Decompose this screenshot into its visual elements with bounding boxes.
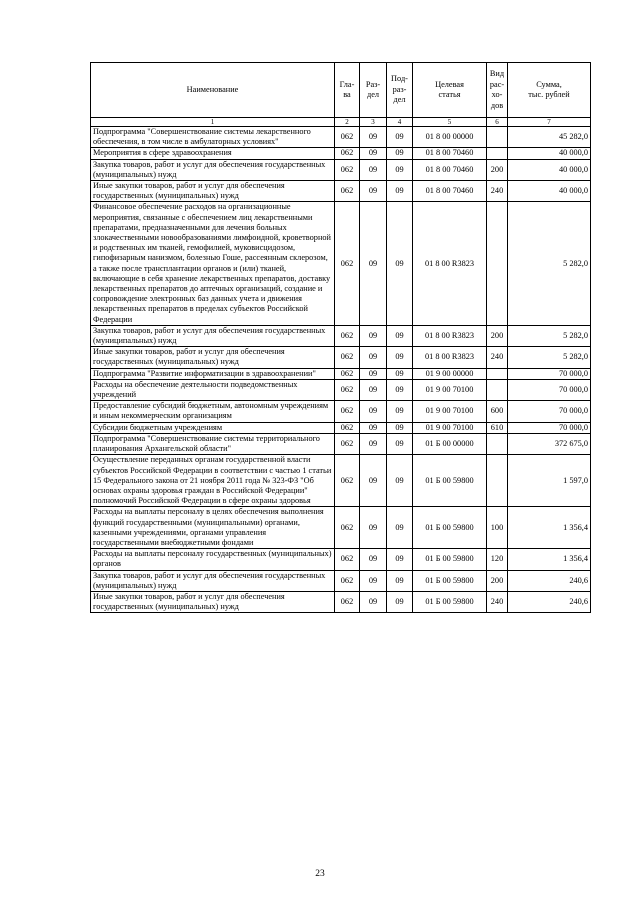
header-subsection: Под- раз- дел [387, 63, 413, 118]
row-amount-cell: 372 675,0 [508, 433, 591, 454]
row-subsection-cell: 09 [387, 347, 413, 368]
table-row [91, 455, 591, 507]
row-name-cell: Подпрограмма "Совершенствование системы лекарственного обеспечения, в том числе в амбулаторных условиях" [91, 127, 335, 148]
header-chapter: Гла- ва [335, 63, 360, 118]
column-number-row [91, 118, 591, 127]
row-target-cell: 01 Б 00 00000 [413, 433, 487, 454]
row-expense-type-cell: 600 [487, 401, 508, 422]
header-row [91, 63, 591, 118]
row-target-cell: 01 9 00 70100 [413, 379, 487, 400]
row-subsection-cell: 09 [387, 433, 413, 454]
row-target-cell: 01 Б 00 59800 [413, 570, 487, 591]
row-section-cell: 09 [360, 549, 387, 570]
row-amount-cell: 70 000,0 [508, 401, 591, 422]
row-amount-cell: 5 282,0 [508, 202, 591, 325]
row-target-cell: 01 Б 00 59800 [413, 549, 487, 570]
table-row [91, 148, 591, 159]
row-subsection-cell: 09 [387, 570, 413, 591]
row-target-cell: 01 Б 00 59800 [413, 455, 487, 507]
row-chapter-cell: 062 [335, 591, 360, 612]
row-section-cell: 09 [360, 202, 387, 325]
row-chapter-cell: 062 [335, 549, 360, 570]
row-target-cell: 01 8 00 70460 [413, 148, 487, 159]
page-number: 23 [315, 869, 325, 879]
row-amount-cell: 1 356,4 [508, 507, 591, 549]
row-chapter-cell: 062 [335, 455, 360, 507]
row-name-cell: Подпрограмма "Совершенствование системы территориального планирования Архангельской области" [91, 433, 335, 454]
row-chapter-cell: 062 [335, 570, 360, 591]
column-number: 1 [91, 118, 335, 127]
row-chapter-cell: 062 [335, 433, 360, 454]
row-section-cell: 09 [360, 455, 387, 507]
column-number: 5 [413, 118, 487, 127]
row-name-cell: Мероприятия в сфере здравоохранения [91, 148, 335, 159]
row-expense-type-cell: 610 [487, 422, 508, 433]
header-amount: Сумма, тыс. рублей [508, 63, 591, 118]
table-row [91, 570, 591, 591]
row-subsection-cell: 09 [387, 127, 413, 148]
row-target-cell: 01 Б 00 59800 [413, 507, 487, 549]
row-target-cell: 01 8 00 00000 [413, 127, 487, 148]
row-subsection-cell: 09 [387, 422, 413, 433]
row-amount-cell: 70 000,0 [508, 379, 591, 400]
header-name: Наименование [91, 63, 335, 118]
row-amount-cell: 40 000,0 [508, 148, 591, 159]
row-section-cell: 09 [360, 347, 387, 368]
row-section-cell: 09 [360, 325, 387, 346]
row-subsection-cell: 09 [387, 148, 413, 159]
row-target-cell: 01 8 00 70460 [413, 159, 487, 180]
row-name-cell: Закупка товаров, работ и услуг для обеспечения государственных (муниципальных) нужд [91, 325, 335, 346]
row-chapter-cell: 062 [335, 507, 360, 549]
row-section-cell: 09 [360, 368, 387, 379]
table-row [91, 127, 591, 148]
row-expense-type-cell: 200 [487, 159, 508, 180]
row-name-cell: Расходы на выплаты персоналу государственных (муниципальных) органов [91, 549, 335, 570]
column-number: 7 [508, 118, 591, 127]
table-row [91, 347, 591, 368]
row-target-cell: 01 9 00 00000 [413, 368, 487, 379]
row-target-cell: 01 9 00 70100 [413, 422, 487, 433]
budget-page [90, 62, 590, 613]
row-expense-type-cell: 120 [487, 549, 508, 570]
header-target: Целевая статья [413, 63, 487, 118]
row-chapter-cell: 062 [335, 181, 360, 202]
row-name-cell: Субсидии бюджетным учреждениям [91, 422, 335, 433]
row-expense-type-cell: 240 [487, 347, 508, 368]
row-subsection-cell: 09 [387, 181, 413, 202]
row-section-cell: 09 [360, 181, 387, 202]
table-row [91, 159, 591, 180]
column-number: 4 [387, 118, 413, 127]
row-subsection-cell: 09 [387, 549, 413, 570]
table-row [91, 368, 591, 379]
row-amount-cell: 1 356,4 [508, 549, 591, 570]
row-chapter-cell: 062 [335, 379, 360, 400]
row-amount-cell: 40 000,0 [508, 181, 591, 202]
row-expense-type-cell [487, 202, 508, 325]
row-section-cell: 09 [360, 570, 387, 591]
table-row [91, 325, 591, 346]
row-subsection-cell: 09 [387, 202, 413, 325]
row-target-cell: 01 8 00 R3823 [413, 347, 487, 368]
table-body [91, 127, 591, 613]
row-amount-cell: 240,6 [508, 570, 591, 591]
row-chapter-cell: 062 [335, 127, 360, 148]
row-chapter-cell: 062 [335, 347, 360, 368]
row-subsection-cell: 09 [387, 401, 413, 422]
row-subsection-cell: 09 [387, 379, 413, 400]
row-target-cell: 01 Б 00 59800 [413, 591, 487, 612]
row-subsection-cell: 09 [387, 455, 413, 507]
row-chapter-cell: 062 [335, 159, 360, 180]
row-target-cell: 01 8 00 70460 [413, 181, 487, 202]
row-section-cell: 09 [360, 507, 387, 549]
row-expense-type-cell [487, 379, 508, 400]
row-amount-cell: 70 000,0 [508, 422, 591, 433]
row-subsection-cell: 09 [387, 591, 413, 612]
row-name-cell: Закупка товаров, работ и услуг для обеспечения государственных (муниципальных) нужд [91, 159, 335, 180]
row-amount-cell: 70 000,0 [508, 368, 591, 379]
row-name-cell: Подпрограмма "Развитие информатизации в здравоохранении" [91, 368, 335, 379]
table-row [91, 591, 591, 612]
row-name-cell: Расходы на выплаты персоналу в целях обеспечения выполнения функций государственными (муниципальными) органами, казенными учреждениями, органами управления государственными внебюджетными фондами [91, 507, 335, 549]
column-number: 3 [360, 118, 387, 127]
table-row [91, 379, 591, 400]
row-section-cell: 09 [360, 422, 387, 433]
row-chapter-cell: 062 [335, 422, 360, 433]
row-chapter-cell: 062 [335, 202, 360, 325]
row-subsection-cell: 09 [387, 325, 413, 346]
row-target-cell: 01 8 00 R3823 [413, 325, 487, 346]
row-section-cell: 09 [360, 401, 387, 422]
row-section-cell: 09 [360, 433, 387, 454]
row-subsection-cell: 09 [387, 368, 413, 379]
row-expense-type-cell: 240 [487, 591, 508, 612]
row-name-cell: Предоставление субсидий бюджетным, автономным учреждениям и иным некоммерческим организациям [91, 401, 335, 422]
header-section: Раз- дел [360, 63, 387, 118]
row-expense-type-cell [487, 127, 508, 148]
row-name-cell: Осуществление переданных органам государственной власти субъектов Российской Федерации в соответствии с частью 1 статьи 15 Федерального закона от 21 ноября 2011 года № 323-ФЗ "Об основах охраны здоровья граждан в Российской Федерации" полномочий Российской Федерации в сфере охраны здоровья [91, 455, 335, 507]
row-name-cell: Финансовое обеспечение расходов на организационные мероприятия, связанные с обеспечением лиц лекарственными препаратами, предназначенными для лечения больных злокачественными новообразованиями лимфоидной, кроветворной и родственных им тканей, гемофилией, муковисцидозом, гипофизарным нанизмом, болезнью Гоше, рассеянным склерозом, а также после трансплантации органов и (или) тканей, включающие в себя хранение лекарственных препаратов, доставку лекарственных препаратов до аптечных организаций, создание и сопровождение электронных баз данных учета и движения лекарственных препаратов в пределах субъектов Российской Федерации [91, 202, 335, 325]
header-expense-type: Вид рас- хо- дов [487, 63, 508, 118]
row-amount-cell: 40 000,0 [508, 159, 591, 180]
row-chapter-cell: 062 [335, 401, 360, 422]
row-expense-type-cell [487, 433, 508, 454]
row-expense-type-cell: 100 [487, 507, 508, 549]
table-row [91, 181, 591, 202]
row-target-cell: 01 9 00 70100 [413, 401, 487, 422]
row-expense-type-cell [487, 148, 508, 159]
table-row [91, 433, 591, 454]
row-chapter-cell: 062 [335, 368, 360, 379]
row-section-cell: 09 [360, 159, 387, 180]
row-section-cell: 09 [360, 591, 387, 612]
row-chapter-cell: 062 [335, 148, 360, 159]
table-row [91, 422, 591, 433]
row-expense-type-cell: 200 [487, 325, 508, 346]
budget-table [90, 62, 591, 613]
row-name-cell: Закупка товаров, работ и услуг для обеспечения государственных (муниципальных) нужд [91, 570, 335, 591]
row-subsection-cell: 09 [387, 507, 413, 549]
table-row [91, 202, 591, 325]
row-expense-type-cell: 240 [487, 181, 508, 202]
row-name-cell: Иные закупки товаров, работ и услуг для обеспечения государственных (муниципальных) нужд [91, 181, 335, 202]
row-expense-type-cell [487, 455, 508, 507]
row-amount-cell: 240,6 [508, 591, 591, 612]
row-name-cell: Иные закупки товаров, работ и услуг для обеспечения государственных (муниципальных) нужд [91, 347, 335, 368]
table-row [91, 507, 591, 549]
table-row [91, 549, 591, 570]
table-row [91, 401, 591, 422]
row-section-cell: 09 [360, 379, 387, 400]
row-amount-cell: 5 282,0 [508, 347, 591, 368]
row-section-cell: 09 [360, 148, 387, 159]
row-amount-cell: 45 282,0 [508, 127, 591, 148]
column-number: 2 [335, 118, 360, 127]
row-expense-type-cell [487, 368, 508, 379]
row-section-cell: 09 [360, 127, 387, 148]
row-name-cell: Иные закупки товаров, работ и услуг для обеспечения государственных (муниципальных) нужд [91, 591, 335, 612]
column-number: 6 [487, 118, 508, 127]
row-expense-type-cell: 200 [487, 570, 508, 591]
row-chapter-cell: 062 [335, 325, 360, 346]
row-amount-cell: 5 282,0 [508, 325, 591, 346]
row-target-cell: 01 8 00 R3823 [413, 202, 487, 325]
row-subsection-cell: 09 [387, 159, 413, 180]
row-amount-cell: 1 597,0 [508, 455, 591, 507]
row-name-cell: Расходы на обеспечение деятельности подведомственных учреждений [91, 379, 335, 400]
